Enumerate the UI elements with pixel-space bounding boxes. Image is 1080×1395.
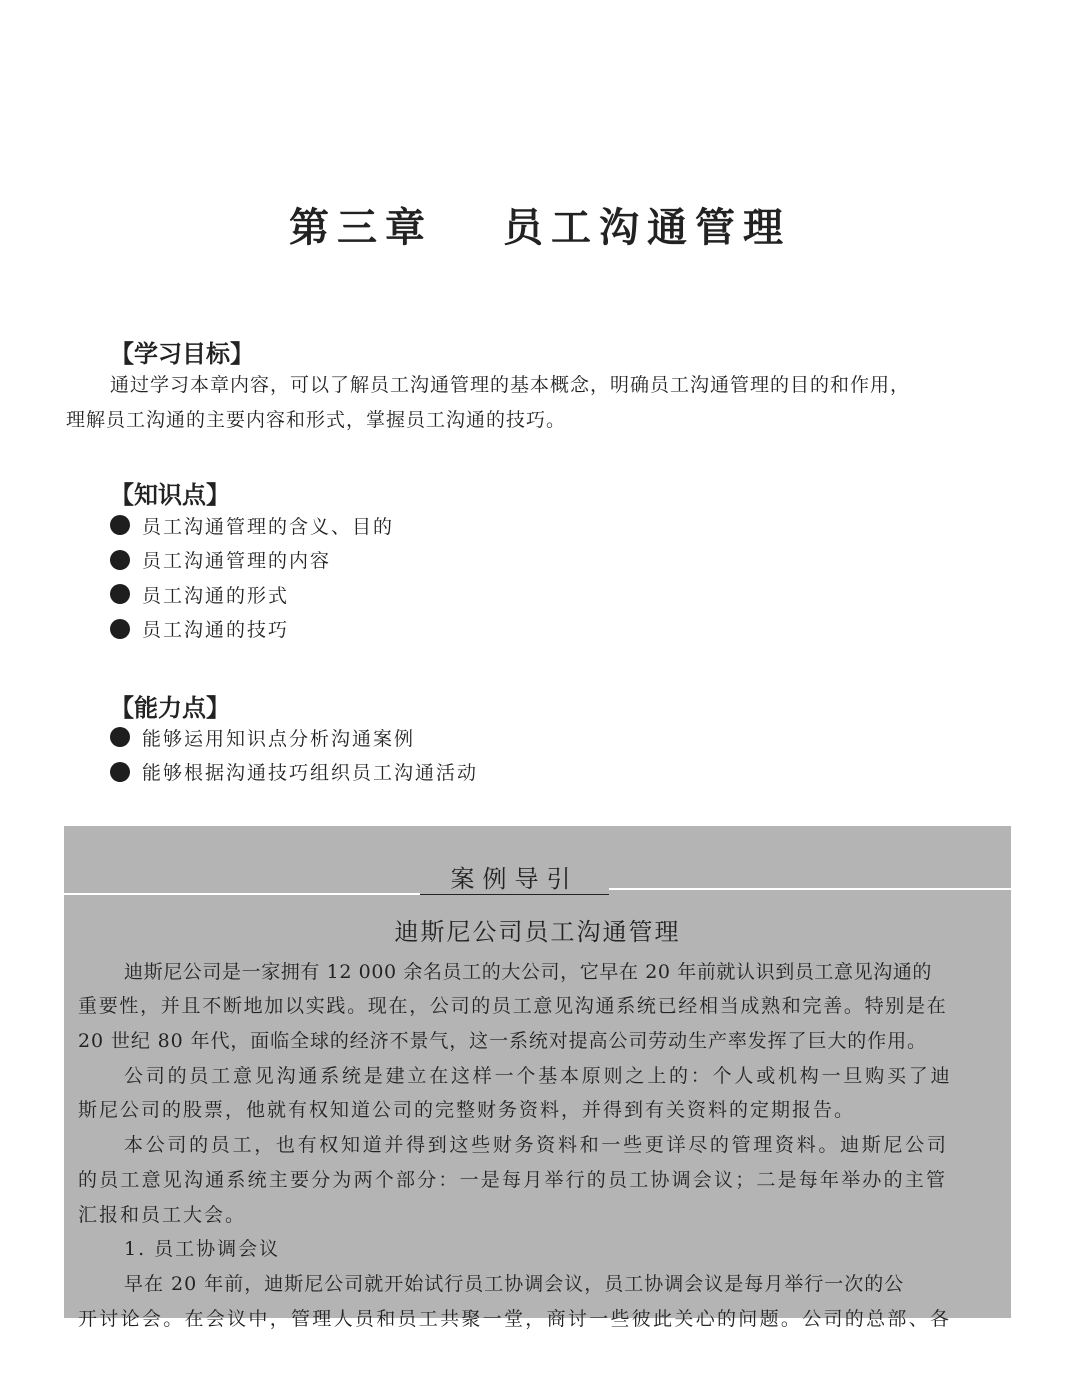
knowledge-item — [110, 612, 394, 647]
case-title: 迪斯尼公司员工沟通管理 — [394, 918, 681, 946]
ability-item-text: 能够运用知识点分析沟通案例 — [142, 727, 416, 750]
divider — [420, 894, 609, 895]
knowledge-item-text: 员工沟通管理的内容 — [142, 550, 332, 573]
objectives-heading: 【学习目标】 — [110, 340, 254, 368]
case-label: 案例导引 — [450, 865, 579, 893]
knowledge-item — [110, 577, 394, 612]
knowledge-item — [110, 508, 394, 543]
case-paragraph-line: 20 世纪 80 年代，面临全球的经济不景气，这一系统对提高公司劳动生产率发挥了巨大的作用。 — [78, 1030, 927, 1052]
objectives-line: 通过学习本章内容，可以了解员工沟通管理的基本概念，明确员工沟通管理的目的和作用， — [110, 374, 911, 396]
knowledge-item-text: 员工沟通的技巧 — [142, 619, 290, 642]
ability-list — [110, 720, 478, 789]
knowledge-list — [110, 508, 394, 646]
case-paragraph-line: 迪斯尼公司是一家拥有 12 000 余名员工的大公司，它早在 20 年前就认识到员工意见沟通的 — [124, 961, 933, 983]
knowledge-item — [110, 543, 394, 578]
case-paragraph-line: 早在 20 年前，迪斯尼公司就开始试行员工协调会议，员工协调会议是每月举行一次的公 — [124, 1273, 905, 1295]
ability-item — [110, 720, 478, 755]
chapter-title: 第三章 员工沟通管理 — [289, 205, 791, 251]
ability-item — [110, 755, 478, 790]
objectives-line: 理解员工沟通的主要内容和形式，掌握员工沟通的技巧。 — [66, 409, 567, 431]
bullet-icon — [110, 515, 130, 535]
case-paragraph-line: 斯尼公司的股票，他就有权知道公司的完整财务资料，并得到有关资料的定期报告。 — [78, 1099, 856, 1121]
bullet-icon — [110, 584, 130, 604]
knowledge-item-text: 员工沟通的形式 — [142, 584, 290, 607]
case-paragraph-line: 开讨论会。在会议中，管理人员和员工共聚一堂，商讨一些彼此关心的问题。公司的总部、各 — [78, 1308, 952, 1330]
knowledge-heading: 【知识点】 — [110, 481, 230, 509]
bullet-icon — [110, 762, 130, 782]
ability-heading: 【能力点】 — [110, 694, 230, 722]
ability-item-text: 能够根据沟通技巧组织员工沟通活动 — [142, 762, 479, 785]
case-paragraph-line: 重要性，并且不断地加以实践。现在，公司的员工意见沟通系统已经相当成熟和完善。特别是在 — [78, 995, 948, 1017]
divider — [64, 893, 420, 895]
knowledge-item-text: 员工沟通管理的含义、目的 — [142, 515, 395, 538]
case-paragraph-line: 本公司的员工，也有权知道并得到这些财务资料和一些更详尽的管理资料。迪斯尼公司 — [124, 1134, 949, 1156]
case-box — [64, 826, 1011, 1330]
case-paragraph-line: 汇报和员工大会。 — [78, 1204, 247, 1226]
case-paragraph-line: 的员工意见沟通系统主要分为两个部分：一是每月举行的员工协调会议；二是每年举办的主管 — [78, 1169, 948, 1191]
bullet-icon — [110, 727, 130, 747]
bullet-icon — [110, 619, 130, 639]
case-paragraph-line: 公司的员工意见沟通系统是建立在这样一个基本原则之上的：个人或机构一旦购买了迪 — [124, 1065, 953, 1087]
bullet-icon — [110, 550, 130, 570]
case-subheading: 1. 员工协调会议 — [124, 1238, 281, 1260]
divider — [609, 888, 1011, 890]
